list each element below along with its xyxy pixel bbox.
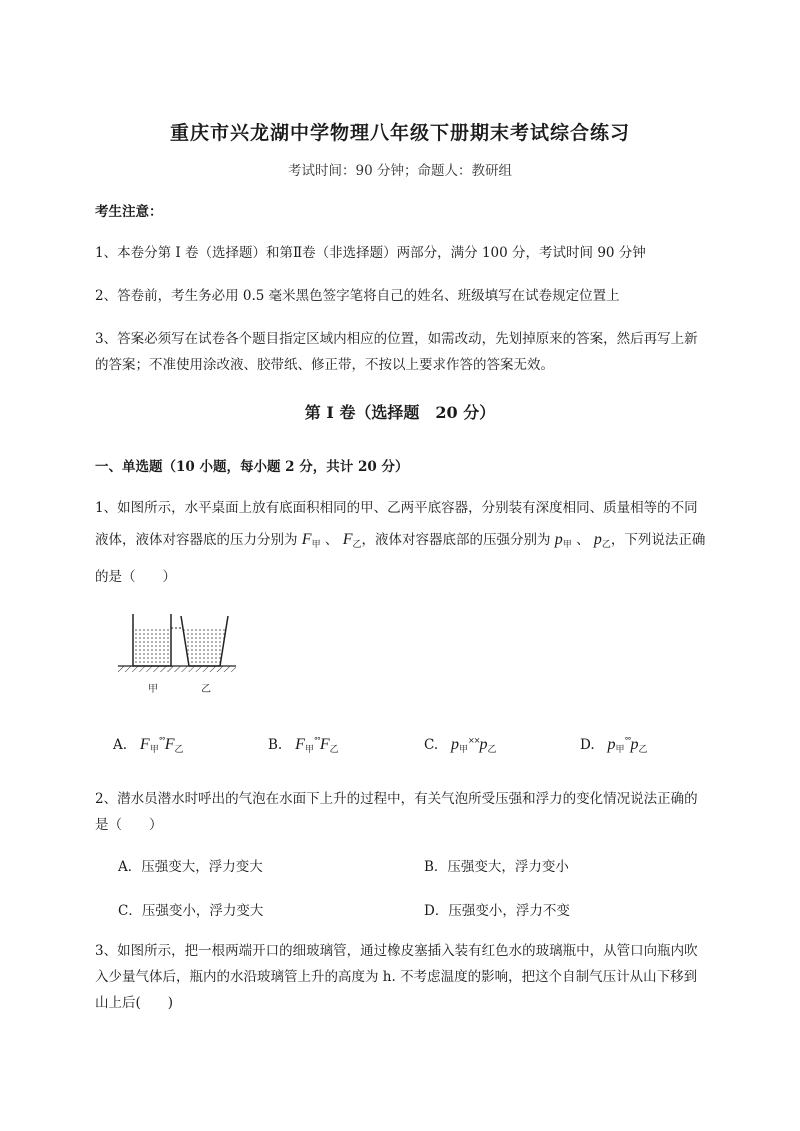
sub-yi: 乙 (638, 745, 648, 755)
sub-yi: 乙 (352, 540, 362, 550)
var-p: p (554, 531, 563, 548)
sub-jia: 甲 (304, 745, 314, 755)
var-F: F (301, 531, 312, 548)
q1-text-b: ，液体对容器底部的压强分别为 (361, 532, 551, 548)
question-2: 2、潜水员潜水时呼出的气泡在水面下上升的过程中，有关气泡所受压强和浮力的变化情况说法正确的是（ ） (95, 791, 698, 833)
q1-option-c[interactable] (424, 736, 496, 755)
notice-heading: 考生注意： (95, 204, 163, 220)
section-title: 第 I 卷（选择题 20 分） (304, 403, 496, 422)
sub-jia: 甲 (615, 745, 625, 755)
question-3: 3、如图所示，把一根两端开口的细玻璃管，通过橡皮塞插入装有红色水的玻璃瓶中，从管口向瓶内吹入少量气体后，瓶内的水沿玻璃管上升的高度为 h. 不考虑温度的影响，把这个自制气压计从山下移到山上后( ) (95, 943, 698, 1011)
q1-sep-1: 、 (324, 532, 339, 548)
q2-option-c[interactable]: C．压强变小，浮力变大 (118, 903, 264, 919)
sub-jia: 甲 (459, 745, 469, 755)
var-p: p (593, 531, 602, 548)
exam-info: 考试时间：90 分钟；命题人：教研组 (288, 163, 512, 179)
q1-text-a: 1、如图所示，水平桌面上放有底面积相同的甲、乙两平底容器，分别装有深度相同、质量相等的不同液体，液体对容器底的压力分别为 (95, 500, 698, 548)
label-jia: 甲 (148, 684, 158, 695)
q1-option-a[interactable] (113, 736, 184, 755)
sub-yi: 乙 (174, 745, 184, 755)
notice-item-1: 1、本卷分第 I 卷（选择题）和第Ⅱ卷（非选择题）两部分，满分 100 分，考试时间 90 分钟 (95, 245, 646, 261)
sub-yi: 乙 (487, 745, 497, 755)
sub-jia: 甲 (562, 540, 572, 550)
relation-mark: °° (158, 736, 165, 745)
sub-yi: 乙 (329, 745, 339, 755)
option-var: F (139, 736, 150, 753)
sub-yi: 乙 (601, 540, 611, 550)
option-var: F (319, 736, 330, 753)
section-heading: 一、单选题（10 小题，每小题 2 分，共计 20 分） (95, 459, 409, 475)
q2-option-b[interactable]: B．压强变大，浮力变小 (424, 859, 569, 875)
option-letter: A. (113, 737, 128, 753)
option-var: p (451, 736, 460, 753)
option-letter: B. (268, 737, 283, 753)
container-jia-liquid (133, 628, 171, 666)
notice-item-2: 2、答卷前，考生务必用 0.5 毫米黑色签字笔将自己的姓名、班级填写在试卷规定位置上 (95, 288, 620, 304)
option-var: p (607, 736, 616, 753)
label-yi: 乙 (201, 684, 211, 695)
option-letter: D. (580, 737, 595, 753)
relation-mark: °° (624, 736, 631, 745)
option-var: F (164, 736, 175, 753)
q2-option-d[interactable]: D．压强变小，浮力不变 (424, 903, 570, 919)
q2-option-a[interactable]: A．压强变大，浮力变大 (118, 859, 263, 875)
sub-jia: 甲 (311, 540, 321, 550)
option-var: F (295, 736, 305, 753)
q1-text-c: ，下列说法正确的是（ ） (95, 532, 706, 585)
notice-item-3: 3、答案必须写在试卷各个题目指定区域内相应的位置，如需改动，先划掉原来的答案，然后再写上新的答案；不准使用涂改液、胶带纸、修正带，不按以上要求作答的答案无效。 (95, 331, 698, 373)
page-title: 重庆市兴龙湖中学物理八年级下册期末考试综合练习 (169, 122, 630, 144)
option-letter: C. (424, 737, 439, 753)
containers-figure (118, 608, 248, 698)
option-var: p (630, 736, 639, 753)
q1-sep-2: 、 (576, 532, 590, 548)
relation-mark: ×× (468, 736, 480, 745)
table-surface (118, 666, 236, 672)
relation-mark: °° (313, 736, 320, 745)
q1-option-b[interactable] (268, 736, 339, 755)
var-F: F (342, 531, 353, 548)
sub-jia: 甲 (149, 745, 159, 755)
option-var: p (479, 736, 488, 753)
question-1 (95, 492, 707, 593)
container-yi-liquid (183, 628, 226, 666)
q1-option-d[interactable] (580, 736, 648, 755)
